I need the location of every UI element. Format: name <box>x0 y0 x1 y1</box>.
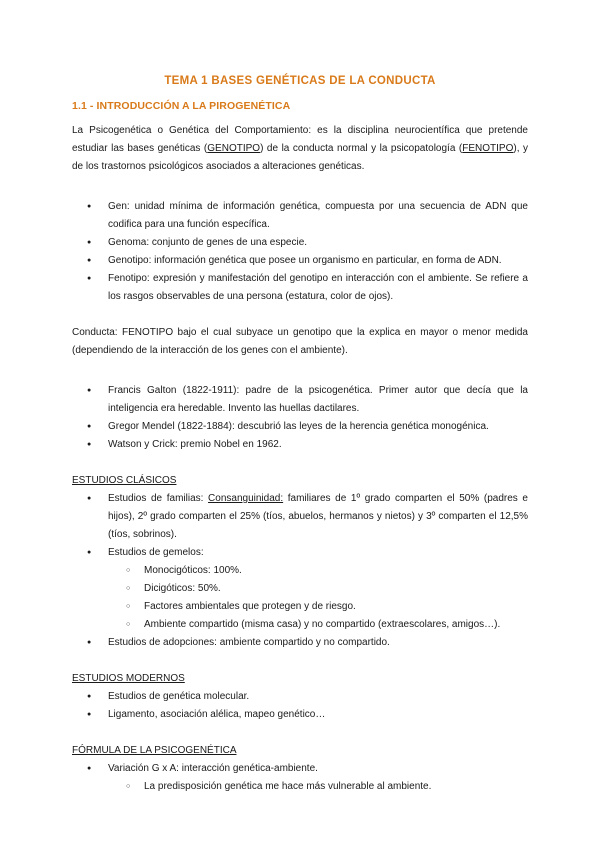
list-item: ● Watson y Crick: premio Nobel en 1962. <box>72 436 528 454</box>
list-item: ● Gen: unidad mínima de información genética, compuesta por una secuencia de ADN que codifica para una función específica. <box>72 198 528 234</box>
list-item: ● Genotipo: información genética que posee un organismo en particular, en forma de ADN. <box>72 252 528 270</box>
document-body <box>72 122 528 796</box>
classic-studies-list <box>72 490 528 562</box>
list-item: ● Estudios de adopciones: ambiente compartido y no compartido. <box>72 634 528 652</box>
conducta-paragraph: Conducta: FENOTIPO bajo el cual subyace un genotipo que la explica en mayor o menor medida (dependiendo de la interacción de los genes con el ambiente). <box>72 327 528 356</box>
document-title: TEMA 1 BASES GENÉTICAS DE LA CONDUCTA <box>164 75 436 87</box>
classic-studies-heading: ESTUDIOS CLÁSICOS <box>72 475 177 486</box>
sub-list-item: ○ Monocigóticos: 100%. <box>72 562 528 580</box>
list-item: ● Gregor Mendel (1822-1884): descubrió las leyes de la herencia genética monogénica. <box>72 418 528 436</box>
sub-list-item: ○ Dicigóticos: 50%. <box>72 580 528 598</box>
list-item: ● Francis Galton (1822-1911): padre de la psicogenética. Primer autor que decía que la inteligencia era heredable. Invento las huellas dactilares. <box>72 382 528 418</box>
genotipo-term: GENOTIPO <box>207 143 261 154</box>
sub-list-item: ○ Factores ambientales que protegen y de riesgo. <box>72 598 528 616</box>
list-item: ● Genoma: conjunto de genes de una especie. <box>72 234 528 252</box>
list-item: ● Fenotipo: expresión y manifestación del genotipo en interacción con el ambiente. Se refiere a los rasgos observables de una persona (estatura, color de ojos). <box>72 270 528 306</box>
formula-list <box>72 760 528 778</box>
sub-list-item: ○ La predisposición genética me hace más vulnerable al ambiente. <box>72 778 528 796</box>
section-subtitle: 1.1 - INTRODUCCIÓN A LA PIROGENÉTICA <box>72 100 291 112</box>
intro-text-mid: ) de la conducta normal y la psicopatología ( <box>260 143 463 154</box>
intro-text-post: ), y de los trastornos psicológicos asociados a alteraciones genéticas. <box>72 143 529 172</box>
formula-heading: FÓRMULA DE LA PSICOGENÉTICA <box>72 745 237 756</box>
list-item: ● Ligamento, asociación alélica, mapeo genético… <box>72 706 528 724</box>
formula-sublist <box>72 778 528 796</box>
modern-studies-list <box>72 688 528 724</box>
people-list <box>72 382 528 454</box>
intro-paragraph <box>72 122 528 176</box>
list-item <box>72 490 528 544</box>
families-label: Estudios de familias: <box>108 493 209 504</box>
sub-list-item: ○ Ambiente compartido (misma casa) y no compartido (extraescolares, amigos…). <box>72 616 528 634</box>
definitions-list <box>72 198 528 306</box>
list-item: ● Variación G x A: interacción genética-ambiente. <box>72 760 528 778</box>
modern-studies-heading: ESTUDIOS MODERNOS <box>72 673 185 684</box>
intro-text-pre: La Psicogenética o Genética del Comportamiento: es la disciplina neurocientífica que pretende estudiar las bases genéticas ( <box>72 125 528 154</box>
twins-sublist <box>72 562 528 634</box>
families-text: familiares de 1º grado comparten el 50% (padres e hijos), 2º grado comparten el 25% (tíos, abuelos, hermanos y nietos) y 3º comparten el 12,5% (tíos, sobrinos). <box>108 493 528 540</box>
list-item: ● Estudios de gemelos: <box>72 544 528 562</box>
list-item: ● Estudios de genética molecular. <box>72 688 528 706</box>
consanguinidad-term: Consanguinidad: <box>208 493 284 504</box>
fenotipo-term: FENOTIPO <box>462 143 514 154</box>
adoptions-list <box>72 634 528 652</box>
